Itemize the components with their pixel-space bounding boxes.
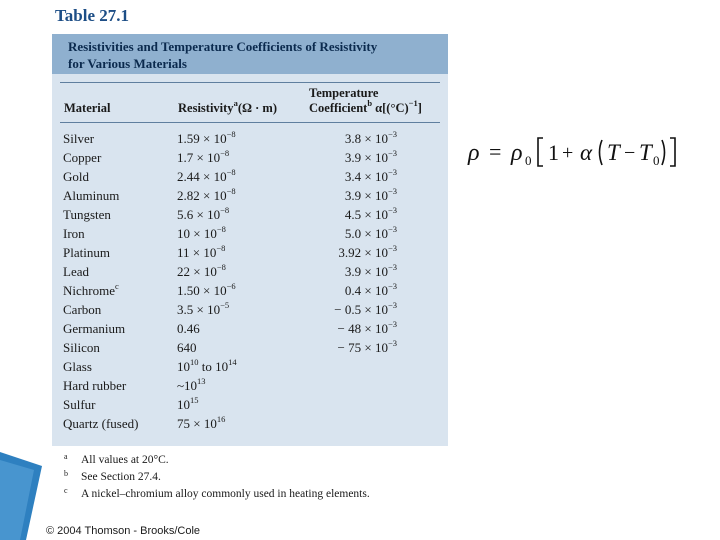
table-body — [52, 129, 448, 433]
cell-coefficient — [297, 243, 397, 262]
table-row — [52, 148, 448, 167]
formula-equals: = — [489, 139, 502, 164]
cell-material — [63, 338, 100, 357]
cell-coefficient — [297, 319, 397, 338]
resistivity-exponent: 16 — [216, 414, 226, 424]
resistivity-mantissa: 640 — [177, 340, 197, 355]
cell-material — [63, 414, 138, 433]
footnote-mark: c — [114, 281, 119, 291]
cell-resistivity — [177, 376, 297, 395]
coefficient-mantissa: 5.0 × 10 — [344, 226, 388, 241]
coefficient-exponent: −3 — [387, 243, 397, 253]
resistivity-mantissa: 2.82 × 10 — [177, 188, 227, 203]
table-row — [52, 224, 448, 243]
coefficient-exponent: −3 — [387, 167, 397, 177]
material-name: Hard rubber — [63, 378, 127, 393]
formula-one: 1 — [548, 140, 559, 165]
header-coefficient — [309, 86, 422, 116]
material-name: Germanium — [63, 321, 126, 336]
cell-resistivity — [177, 129, 297, 148]
resistivity-exponent: −8 — [216, 224, 226, 234]
resistivity-mantissa: 1.7 × 10 — [177, 150, 221, 165]
table-row — [52, 167, 448, 186]
coefficient-mantissa: 3.4 × 10 — [344, 169, 388, 184]
cell-resistivity — [177, 262, 297, 281]
material-name: Iron — [63, 226, 85, 241]
cell-resistivity — [177, 167, 297, 186]
cell-coefficient — [297, 205, 397, 224]
cell-resistivity — [177, 224, 297, 243]
resistivity-mantissa: 1.59 × 10 — [177, 131, 227, 146]
table-row — [52, 205, 448, 224]
cell-resistivity — [177, 148, 297, 167]
resistivity-mantissa: 0.46 — [177, 321, 200, 336]
header-coefficient-line-2: Coefficient$^b$ $\alpha[(^\circ C)^{-1}]$ — [309, 98, 422, 115]
coefficient-mantissa: − 48 × 10 — [337, 321, 388, 336]
resistivity-mantissa: 10 — [177, 359, 190, 374]
coefficient-mantissa: 3.9 × 10 — [344, 150, 388, 165]
cell-coefficient — [297, 167, 397, 186]
material-name: Copper — [63, 150, 102, 165]
cell-material — [63, 129, 94, 148]
header-material: Material — [64, 101, 111, 115]
resistivity-exponent: −6 — [226, 281, 236, 291]
formula-alpha: α — [580, 140, 593, 165]
caption-line-1: Resistivities and Temperature Coefficients of Resistivity — [68, 39, 378, 54]
table-row — [52, 395, 448, 414]
cell-resistivity — [177, 205, 297, 224]
cell-material — [63, 281, 119, 300]
resistivity-mantissa: 1.50 × 10 — [177, 283, 227, 298]
coefficient-mantissa: 3.9 × 10 — [344, 264, 388, 279]
material-name: Carbon — [63, 302, 102, 317]
cell-resistivity — [177, 319, 297, 338]
resistivity-mantissa: 2.44 × 10 — [177, 169, 227, 184]
material-name: Silicon — [63, 340, 100, 355]
table-row — [52, 262, 448, 281]
cell-resistivity — [177, 243, 297, 262]
coefficient-exponent: −3 — [387, 224, 397, 234]
coefficient-exponent: −3 — [387, 300, 397, 310]
table-panel — [52, 34, 448, 446]
coefficient-exponent: −3 — [387, 281, 397, 291]
coefficient-exponent: −3 — [387, 205, 397, 215]
table-row — [52, 338, 448, 357]
coefficient-mantissa: 3.9 × 10 — [344, 188, 388, 203]
cell-resistivity — [177, 414, 297, 433]
cell-coefficient — [297, 281, 397, 300]
table-caption — [68, 38, 438, 72]
material-name: Glass — [63, 359, 92, 374]
header-bottom-rule — [60, 122, 440, 123]
footnote: a All values at 20°C. — [64, 452, 169, 466]
cell-material — [63, 186, 119, 205]
coefficient-exponent: −3 — [387, 129, 397, 139]
coefficient-exponent: −3 — [387, 186, 397, 196]
resistivity-mantissa: 75 × 10 — [177, 416, 217, 431]
resistivity-exponent: 13 — [197, 376, 206, 386]
table-row — [52, 300, 448, 319]
cell-resistivity — [177, 338, 297, 357]
coefficient-exponent: −3 — [387, 262, 397, 272]
cell-material — [63, 357, 92, 376]
resistivity-range-end: to 10 — [198, 359, 229, 374]
coefficient-exponent: −3 — [387, 319, 397, 329]
table-row — [52, 281, 448, 300]
header-top-rule — [60, 82, 440, 83]
table-row — [52, 319, 448, 338]
coefficient-mantissa: − 75 × 10 — [337, 340, 388, 355]
formula-plus: + — [562, 142, 574, 164]
material-name: Sulfur — [63, 397, 96, 412]
resistivity-mantissa: 11 × 10 — [177, 245, 217, 260]
caption-line-2: for Various Materials — [68, 56, 187, 71]
material-name: Lead — [63, 264, 89, 279]
resistivity-exponent: 10 — [190, 357, 199, 367]
cell-material — [63, 376, 126, 395]
table-row — [52, 414, 448, 433]
cell-material — [63, 205, 111, 224]
cell-material — [63, 319, 125, 338]
cell-material — [63, 243, 110, 262]
cell-resistivity — [177, 186, 297, 205]
material-name: Tungsten — [63, 207, 111, 222]
table-row — [52, 243, 448, 262]
cell-coefficient — [297, 224, 397, 243]
coefficient-exponent: −3 — [387, 338, 397, 348]
cell-coefficient — [297, 148, 397, 167]
cell-material — [63, 167, 89, 186]
footnote: b See Section 27.4. — [64, 469, 161, 483]
header-coefficient-line-1: Temperature — [309, 86, 379, 100]
coefficient-mantissa: 0.4 × 10 — [344, 283, 388, 298]
cell-coefficient — [297, 338, 397, 357]
coefficient-exponent: −3 — [387, 148, 397, 158]
cell-material — [63, 395, 96, 414]
formula-rho0: ρ — [511, 140, 523, 166]
cell-material — [63, 224, 85, 243]
resistivity-formula — [466, 134, 680, 170]
cell-material — [63, 148, 101, 167]
cell-resistivity — [177, 300, 297, 319]
material-name: Platinum — [63, 245, 110, 260]
formula-rho: ρ — [468, 140, 480, 166]
resistivity-mantissa: ~10 — [177, 378, 198, 393]
material-name: Aluminum — [63, 188, 120, 203]
formula-T0: T — [639, 140, 652, 165]
resistivity-exponent: −8 — [220, 205, 230, 215]
resistivity-exponent: −8 — [226, 186, 236, 196]
material-name: Quartz (fused) — [63, 416, 139, 431]
copyright-notice: © 2004 Thomson - Brooks/Cole — [46, 525, 201, 537]
header-resistivity: Resistivity$^a$(Ω · m) — [178, 98, 277, 115]
cell-coefficient — [297, 300, 397, 319]
cell-coefficient — [297, 186, 397, 205]
resistivity-exponent: −8 — [216, 262, 226, 272]
table-row — [52, 186, 448, 205]
resistivity-exponent: −8 — [226, 167, 236, 177]
footnotes — [64, 452, 370, 503]
formula-sub0b: 0 — [653, 153, 660, 168]
resistivity-mantissa: 10 × 10 — [177, 226, 217, 241]
formula-sub0: 0 — [525, 153, 532, 168]
formula-minus: − — [624, 142, 636, 164]
material-name: Silver — [63, 131, 95, 146]
resistivity-mantissa: 10 — [177, 397, 190, 412]
resistivity-mantissa: 5.6 × 10 — [177, 207, 221, 222]
resistivity-exponent: −8 — [220, 148, 230, 158]
cell-material — [63, 300, 101, 319]
resistivity-range-exponent: 14 — [228, 357, 237, 367]
table-row — [52, 357, 448, 376]
coefficient-mantissa: 3.92 × 10 — [338, 245, 388, 260]
cell-resistivity — [177, 357, 297, 376]
coefficient-mantissa: − 0.5 × 10 — [334, 302, 388, 317]
cell-coefficient — [297, 262, 397, 281]
coefficient-mantissa: 4.5 × 10 — [344, 207, 388, 222]
material-name: Gold — [63, 169, 89, 184]
resistivity-exponent: −8 — [216, 243, 226, 253]
table-row — [52, 129, 448, 148]
material-name: Nichrome — [63, 283, 115, 298]
resistivity-exponent: 15 — [190, 395, 199, 405]
coefficient-mantissa: 3.8 × 10 — [344, 131, 388, 146]
resistivity-mantissa: 22 × 10 — [177, 264, 217, 279]
cell-resistivity — [177, 281, 297, 300]
cell-material — [63, 262, 89, 281]
cell-coefficient — [297, 129, 397, 148]
resistivity-mantissa: 3.5 × 10 — [177, 302, 221, 317]
footnote: c A nickel–chromium alloy commonly used in heating elements. — [64, 486, 370, 500]
formula-T: T — [607, 140, 620, 165]
table-label: Table 27.1 — [55, 6, 130, 25]
resistivity-exponent: −5 — [220, 300, 230, 310]
table-row — [52, 376, 448, 395]
corner-decoration — [0, 452, 50, 540]
cell-resistivity — [177, 395, 297, 414]
resistivity-exponent: −8 — [226, 129, 236, 139]
